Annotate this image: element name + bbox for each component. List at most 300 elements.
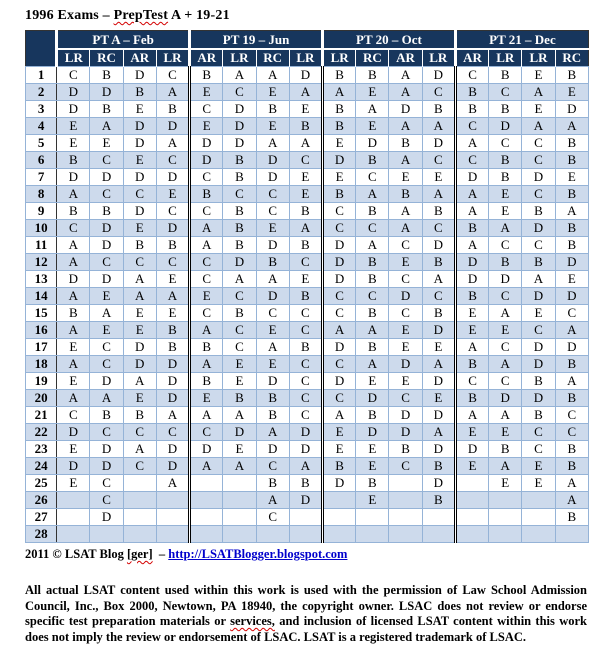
- section-header: LR: [57, 49, 90, 67]
- answer-cell: A: [422, 186, 455, 203]
- answer-cell: B: [356, 271, 389, 288]
- answer-cell: B: [555, 237, 588, 254]
- disclaimer-part1: All actual LSAT content used within this work is used with the permission of Law School Admission Council, Inc., Box 2000, Newtown, PA 18940, the copyright owner. LSAC does not review or endorse specific test preparation materials or: [25, 583, 587, 628]
- answer-cell: D: [522, 339, 555, 356]
- answer-cell: B: [289, 288, 322, 305]
- answer-cell: E: [555, 169, 588, 186]
- section-header: LR: [223, 49, 256, 67]
- answer-cell: B: [190, 67, 223, 84]
- answer-cell: C: [323, 288, 356, 305]
- answer-cell: B: [289, 203, 322, 220]
- table-row: [26, 356, 589, 373]
- answer-cell: C: [123, 458, 156, 475]
- answer-cell: C: [190, 424, 223, 441]
- answer-cell: A: [289, 458, 322, 475]
- answer-cell: D: [555, 254, 588, 271]
- answer-cell: E: [90, 322, 123, 339]
- page-title: [25, 8, 590, 24]
- section-header: LR: [422, 49, 455, 67]
- answer-cell: A: [389, 84, 422, 101]
- answer-cell: D: [489, 118, 522, 135]
- answer-cell: A: [323, 84, 356, 101]
- answer-cell: D: [156, 390, 189, 407]
- answer-cell: B: [156, 339, 189, 356]
- row-number: 28: [26, 526, 57, 543]
- answer-cell: C: [522, 186, 555, 203]
- answer-cell: E: [389, 373, 422, 390]
- answer-cell: A: [555, 475, 588, 492]
- answer-cell: C: [489, 339, 522, 356]
- answer-cell: B: [57, 203, 90, 220]
- row-number: 17: [26, 339, 57, 356]
- answer-cell: D: [90, 509, 123, 526]
- row-number: 19: [26, 373, 57, 390]
- answer-cell: B: [555, 152, 588, 169]
- answer-cell: D: [57, 169, 90, 186]
- answer-cell: D: [90, 373, 123, 390]
- answer-cell: E: [256, 356, 289, 373]
- answer-cell: B: [455, 84, 488, 101]
- answer-cell: E: [489, 186, 522, 203]
- answer-cell: E: [190, 118, 223, 135]
- answer-cell: D: [57, 84, 90, 101]
- answer-cell: E: [289, 186, 322, 203]
- row-number: 13: [26, 271, 57, 288]
- answer-cell: C: [389, 271, 422, 288]
- answer-cell: D: [123, 339, 156, 356]
- table-row: [26, 203, 589, 220]
- answer-cell: E: [356, 373, 389, 390]
- section-header-row: [26, 49, 589, 67]
- section-header: AR: [123, 49, 156, 67]
- answer-cell: E: [422, 339, 455, 356]
- table-row: [26, 407, 589, 424]
- row-number: 23: [26, 441, 57, 458]
- answer-cell: C: [223, 186, 256, 203]
- answer-cell: C: [289, 407, 322, 424]
- answer-cell: D: [90, 271, 123, 288]
- answer-cell: D: [256, 288, 289, 305]
- answer-cell: C: [323, 305, 356, 322]
- answer-cell: D: [489, 390, 522, 407]
- answer-cell: C: [190, 101, 223, 118]
- answer-cell: B: [455, 288, 488, 305]
- answer-cell: [422, 526, 455, 543]
- row-number: 24: [26, 458, 57, 475]
- answer-cell: A: [57, 237, 90, 254]
- answer-cell: B: [555, 390, 588, 407]
- table-row: [26, 220, 589, 237]
- table-row: [26, 526, 589, 543]
- answer-cell: A: [356, 186, 389, 203]
- table-row: [26, 169, 589, 186]
- row-number: 7: [26, 169, 57, 186]
- row-number: 18: [26, 356, 57, 373]
- answer-cell: E: [489, 203, 522, 220]
- answer-cell: A: [156, 475, 189, 492]
- answer-cell: B: [555, 458, 588, 475]
- answer-cell: B: [323, 101, 356, 118]
- answer-cell: B: [323, 458, 356, 475]
- answer-cell: C: [156, 254, 189, 271]
- section-header: LR: [489, 49, 522, 67]
- answer-cell: D: [555, 288, 588, 305]
- answer-cell: C: [555, 407, 588, 424]
- answer-cell: C: [323, 203, 356, 220]
- answer-cell: A: [455, 407, 488, 424]
- answer-cell: C: [522, 322, 555, 339]
- answer-cell: B: [455, 356, 488, 373]
- answer-cell: E: [190, 288, 223, 305]
- answer-cell: E: [57, 339, 90, 356]
- answer-cell: E: [522, 101, 555, 118]
- answer-cell: D: [455, 254, 488, 271]
- table-row: [26, 509, 589, 526]
- row-number: 11: [26, 237, 57, 254]
- answer-cell: [323, 492, 356, 509]
- answer-cell: [422, 509, 455, 526]
- title-misspelled-word: PrepTest: [113, 8, 169, 23]
- answer-cell: A: [555, 322, 588, 339]
- row-number: 8: [26, 186, 57, 203]
- answer-cell: B: [289, 339, 322, 356]
- answer-cell: E: [455, 424, 488, 441]
- answer-cell: C: [455, 152, 488, 169]
- answer-cell: D: [223, 254, 256, 271]
- answer-cell: [57, 509, 90, 526]
- answer-cell: E: [323, 135, 356, 152]
- answer-cell: [389, 475, 422, 492]
- answer-cell: B: [90, 67, 123, 84]
- answer-cell: C: [389, 237, 422, 254]
- answer-cell: B: [522, 254, 555, 271]
- answer-cell: B: [256, 407, 289, 424]
- answer-cell: D: [156, 220, 189, 237]
- answer-cell: E: [123, 305, 156, 322]
- row-number: 9: [26, 203, 57, 220]
- answer-cell: [356, 509, 389, 526]
- answer-cell: C: [90, 492, 123, 509]
- answer-cell: D: [57, 424, 90, 441]
- answer-cell: C: [522, 135, 555, 152]
- answer-cell: D: [57, 458, 90, 475]
- answer-cell: D: [389, 424, 422, 441]
- answer-cell: C: [90, 186, 123, 203]
- answer-cell: [455, 475, 488, 492]
- answer-cell: D: [289, 441, 322, 458]
- section-header: RC: [356, 49, 389, 67]
- answer-cell: E: [90, 135, 123, 152]
- answer-cell: D: [555, 101, 588, 118]
- answer-cell: E: [256, 322, 289, 339]
- answer-cell: A: [256, 339, 289, 356]
- answer-cell: C: [289, 356, 322, 373]
- answer-cell: A: [489, 220, 522, 237]
- answer-cell: A: [455, 135, 488, 152]
- answer-cell: [455, 492, 488, 509]
- answer-cell: E: [356, 84, 389, 101]
- answer-cell: E: [57, 118, 90, 135]
- answer-cell: C: [455, 67, 488, 84]
- row-number: 27: [26, 509, 57, 526]
- answer-cell: C: [123, 254, 156, 271]
- answer-cell: A: [356, 101, 389, 118]
- answer-cell: B: [555, 356, 588, 373]
- answer-cell: D: [422, 322, 455, 339]
- answer-cell: C: [256, 186, 289, 203]
- answer-cell: B: [489, 67, 522, 84]
- answer-cell: B: [223, 390, 256, 407]
- row-number: 22: [26, 424, 57, 441]
- table-row: [26, 322, 589, 339]
- answer-cell: D: [256, 373, 289, 390]
- answer-cell: C: [522, 152, 555, 169]
- answer-cell: B: [555, 135, 588, 152]
- answer-cell: C: [389, 458, 422, 475]
- answer-cell: B: [123, 407, 156, 424]
- answer-cell: D: [522, 390, 555, 407]
- answer-cell: C: [455, 118, 488, 135]
- answer-cell: D: [389, 407, 422, 424]
- answer-cell: A: [190, 237, 223, 254]
- answer-cell: C: [57, 407, 90, 424]
- answer-cell: [323, 509, 356, 526]
- answer-cell: A: [289, 220, 322, 237]
- answer-cell: E: [223, 373, 256, 390]
- answer-cell: A: [489, 356, 522, 373]
- answer-cell: C: [289, 152, 322, 169]
- answer-cell: [489, 492, 522, 509]
- answer-cell: C: [489, 135, 522, 152]
- answer-cell: B: [356, 339, 389, 356]
- answer-cell: D: [256, 152, 289, 169]
- row-number: 21: [26, 407, 57, 424]
- answer-cell: B: [356, 67, 389, 84]
- answer-cell: B: [422, 458, 455, 475]
- table-row: [26, 118, 589, 135]
- answer-cell: B: [156, 237, 189, 254]
- answer-cell: C: [422, 220, 455, 237]
- answer-cell: A: [555, 118, 588, 135]
- answer-cell: B: [323, 186, 356, 203]
- table-row: [26, 152, 589, 169]
- answer-cell: C: [156, 152, 189, 169]
- answer-cell: A: [422, 424, 455, 441]
- answer-cell: C: [522, 441, 555, 458]
- section-header: AR: [190, 49, 223, 67]
- answer-rows: [26, 67, 589, 543]
- answer-cell: E: [256, 84, 289, 101]
- answer-cell: B: [489, 101, 522, 118]
- table-row: [26, 458, 589, 475]
- answer-cell: D: [522, 288, 555, 305]
- answer-cell: B: [489, 169, 522, 186]
- answer-cell: C: [323, 220, 356, 237]
- answer-cell: E: [555, 84, 588, 101]
- group-header: PT 19 – Jun: [190, 31, 323, 50]
- answer-cell: B: [455, 220, 488, 237]
- blog-link[interactable]: http://LSATBlogger.blogspot.com: [168, 547, 348, 561]
- answer-cell: [489, 526, 522, 543]
- section-header: RC: [555, 49, 588, 67]
- answer-cell: E: [323, 169, 356, 186]
- answer-cell: E: [389, 254, 422, 271]
- answer-cell: C: [555, 305, 588, 322]
- answer-cell: A: [57, 288, 90, 305]
- table-row: [26, 339, 589, 356]
- answer-cell: B: [489, 254, 522, 271]
- answer-cell: E: [455, 458, 488, 475]
- answer-cell: D: [90, 441, 123, 458]
- answer-cell: A: [256, 135, 289, 152]
- answer-cell: E: [223, 441, 256, 458]
- answer-cell: B: [223, 220, 256, 237]
- answer-cell: D: [323, 254, 356, 271]
- copyright-dash: –: [158, 547, 166, 561]
- answer-cell: D: [57, 101, 90, 118]
- answer-cell: A: [156, 135, 189, 152]
- answer-cell: A: [489, 305, 522, 322]
- answer-cell: A: [223, 271, 256, 288]
- answer-cell: A: [555, 492, 588, 509]
- answer-cell: B: [223, 237, 256, 254]
- answer-cell: D: [57, 271, 90, 288]
- answer-cell: E: [90, 288, 123, 305]
- answer-cell: A: [90, 118, 123, 135]
- answer-cell: E: [389, 322, 422, 339]
- answer-cell: [190, 509, 223, 526]
- answer-cell: A: [455, 237, 488, 254]
- answer-cell: E: [455, 322, 488, 339]
- answer-cell: B: [389, 135, 422, 152]
- row-number: 26: [26, 492, 57, 509]
- answer-cell: A: [422, 271, 455, 288]
- answer-cell: B: [489, 441, 522, 458]
- answer-cell: E: [289, 101, 322, 118]
- answer-cell: [57, 492, 90, 509]
- answer-cell: B: [57, 152, 90, 169]
- answer-cell: B: [289, 118, 322, 135]
- answer-cell: C: [522, 237, 555, 254]
- answer-cell: E: [489, 475, 522, 492]
- answer-cell: D: [223, 118, 256, 135]
- answer-cell: D: [356, 424, 389, 441]
- section-header: RC: [90, 49, 123, 67]
- answer-cell: E: [156, 305, 189, 322]
- answer-cell: B: [455, 101, 488, 118]
- answer-cell: A: [522, 118, 555, 135]
- answer-cell: A: [156, 288, 189, 305]
- answer-cell: A: [57, 356, 90, 373]
- answer-cell: C: [489, 84, 522, 101]
- row-number: 25: [26, 475, 57, 492]
- answer-cell: C: [190, 254, 223, 271]
- answer-cell: [289, 526, 322, 543]
- answer-cell: C: [289, 322, 322, 339]
- answer-cell: A: [223, 458, 256, 475]
- answer-cell: D: [156, 356, 189, 373]
- answer-cell: E: [356, 118, 389, 135]
- answer-cell: D: [323, 475, 356, 492]
- row-number: 1: [26, 67, 57, 84]
- answer-cell: D: [522, 169, 555, 186]
- answer-cell: B: [356, 152, 389, 169]
- answer-cell: C: [422, 288, 455, 305]
- answer-cell: A: [57, 254, 90, 271]
- answer-cell: C: [123, 424, 156, 441]
- answer-cell: B: [190, 373, 223, 390]
- answer-cell: A: [389, 118, 422, 135]
- row-number: 20: [26, 390, 57, 407]
- answer-cell: C: [356, 220, 389, 237]
- answer-cell: D: [289, 492, 322, 509]
- answer-cell: D: [356, 135, 389, 152]
- answer-cell: [555, 526, 588, 543]
- answer-cell: E: [156, 186, 189, 203]
- answer-cell: C: [489, 373, 522, 390]
- answer-cell: D: [389, 101, 422, 118]
- answer-cell: E: [57, 135, 90, 152]
- copyright-tag: [ger]: [126, 547, 153, 561]
- answer-cell: C: [156, 67, 189, 84]
- answer-cell: B: [555, 441, 588, 458]
- table-row: [26, 492, 589, 509]
- answer-cell: B: [555, 509, 588, 526]
- answer-cell: E: [522, 475, 555, 492]
- answer-cell: C: [90, 254, 123, 271]
- table-row: [26, 67, 589, 84]
- answer-cell: [289, 509, 322, 526]
- answer-cell: C: [422, 84, 455, 101]
- answer-cell: D: [289, 67, 322, 84]
- answer-cell: D: [522, 356, 555, 373]
- answer-cell: A: [156, 407, 189, 424]
- answer-cell: C: [256, 305, 289, 322]
- answer-cell: [489, 509, 522, 526]
- section-header: RC: [256, 49, 289, 67]
- table-row: [26, 441, 589, 458]
- answer-cell: C: [289, 390, 322, 407]
- answer-cell: [389, 509, 422, 526]
- answer-cell: B: [190, 186, 223, 203]
- answer-cell: B: [256, 390, 289, 407]
- section-header: LR: [289, 49, 322, 67]
- answer-cell: E: [123, 152, 156, 169]
- table-row: [26, 390, 589, 407]
- answer-cell: [522, 509, 555, 526]
- answer-cell: B: [90, 203, 123, 220]
- answer-cell: A: [522, 271, 555, 288]
- answer-cell: D: [323, 237, 356, 254]
- answer-cell: C: [323, 356, 356, 373]
- answer-cell: B: [223, 203, 256, 220]
- answer-cell: A: [489, 407, 522, 424]
- answer-cell: [389, 492, 422, 509]
- table-row: [26, 373, 589, 390]
- answer-cell: B: [422, 305, 455, 322]
- answer-cell: B: [356, 254, 389, 271]
- answer-cell: B: [555, 220, 588, 237]
- answer-cell: A: [489, 458, 522, 475]
- answer-cell: E: [422, 169, 455, 186]
- answer-cell: A: [422, 118, 455, 135]
- section-header: LR: [323, 49, 356, 67]
- answer-cell: E: [455, 305, 488, 322]
- answer-cell: C: [223, 84, 256, 101]
- answer-cell: E: [289, 169, 322, 186]
- answer-cell: B: [389, 441, 422, 458]
- answer-cell: A: [455, 186, 488, 203]
